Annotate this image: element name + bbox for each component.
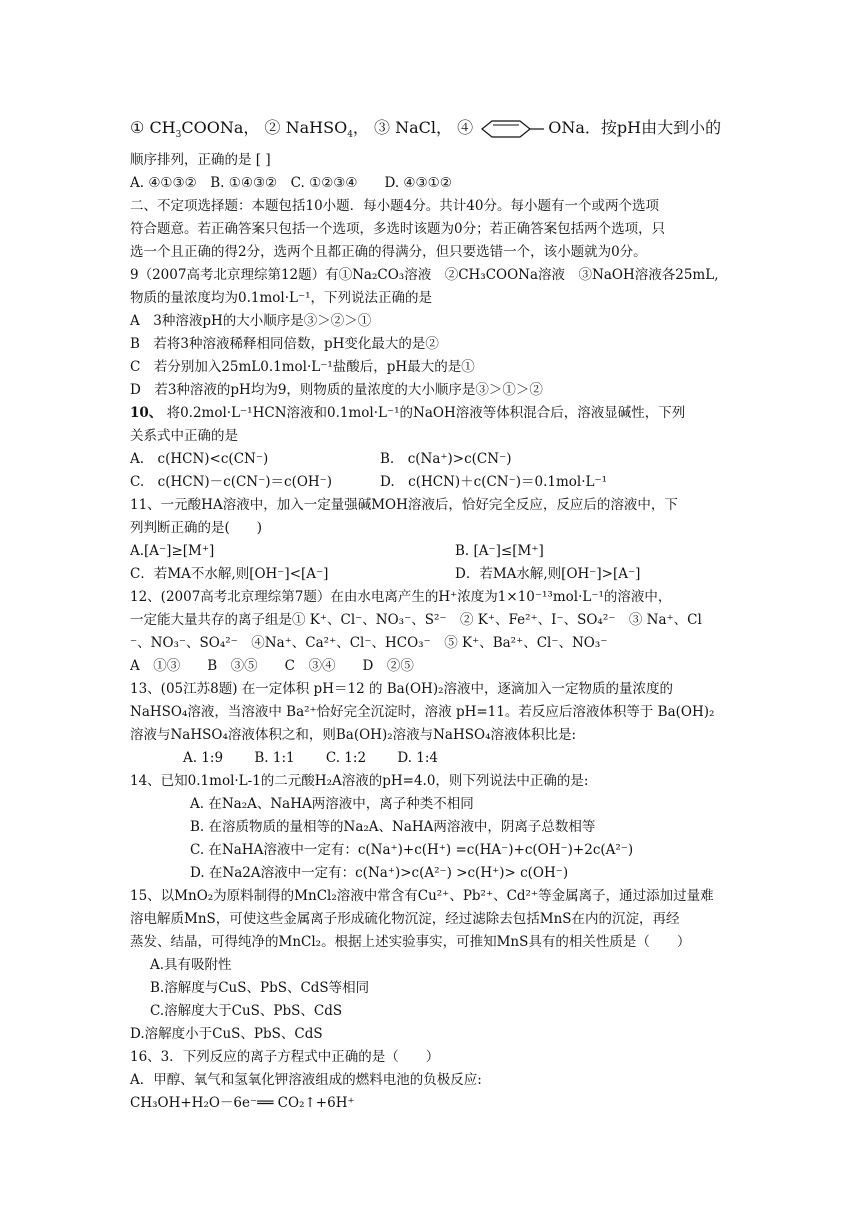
q8-line-1: [130, 118, 721, 145]
q11-option-a: A.[A⁻]≥[M⁺]: [130, 543, 215, 559]
q13-line-3: 溶液与NaHSO₄溶液体积之和，则Ba(OH)₂溶液与NaHSO₄溶液体积比是:: [130, 727, 577, 743]
section2-line-3: 选一个且正确的得2分，选两个且都正确的得满分，但只要选错一个，该小题就为0分。: [130, 244, 647, 260]
q8-text-nahso: NaHSO: [285, 118, 348, 137]
q15-line-2: 溶电解质MnS，可使这些金属离子形成硫化物沉淀，经过滤除去包括MnS在内的沉淀，再经: [130, 911, 680, 927]
q9-line-1: 9（2007高考北京理综第12题）有①Na₂CO₃溶液 ②CH₃COONa溶液 ③NaOH溶液各25mL,: [130, 267, 719, 283]
q8-text-ona: ONa．按pH由大到小的: [548, 118, 722, 137]
q14-option-b: B. 在溶质物质的量相等的Na₂A、NaHA两溶液中，阴离子总数相等: [190, 819, 596, 835]
circled-4: ④: [457, 118, 474, 137]
q16-line-1: 16、3．下列反应的离子方程式中正确的是（ ）: [130, 1049, 440, 1065]
q15-option-b: B.溶解度与CuS、PbS、CdS等相同: [150, 980, 370, 996]
circled-1: ①: [130, 118, 145, 137]
q10-number: 10、: [130, 405, 163, 421]
q13-line-1: 13、(05江苏8题) 在一定体积 pH＝12 的 Ba(OH)₂溶液中，逐滴加入一定物质的量浓度的: [130, 681, 673, 697]
q11-line-1: 11、一元酸HA溶液中，加入一定量强碱MOH溶液后，恰好完全反应，反应后的溶液中，下: [130, 497, 678, 513]
q9-option-d: D 若3种溶液的pH均为9，则物质的量浓度的大小顺序是③＞①＞②: [130, 382, 543, 398]
q15-line-1: 15、以MnO₂为原料制得的MnCl₂溶液中常含有Cu²⁺、Pb²⁺、Cd²⁺等金属离子，通过添加过量难: [130, 888, 714, 904]
q8-sub-3: 3: [175, 130, 182, 141]
q10-stem: 将0.2mol·L⁻¹HCN溶液和0.1mol·L⁻¹的NaOH溶液等体积混合后，溶液显碱性，下列: [162, 405, 686, 421]
q15-option-c: C.溶解度大于CuS、PbS、CdS: [150, 1003, 343, 1019]
q14-option-c: C. 在NaHA溶液中一定有：c(Na⁺)+c(H⁺) =c(HA⁻)+c(OH⁻)+2c(A²⁻): [190, 842, 634, 858]
q8-text-nacl: NaCl，: [395, 118, 453, 137]
q8-options: A. ④①③② B. ①④③② C. ①②③④ D. ④③①②: [130, 175, 452, 191]
q8-text-ch: CH: [149, 118, 176, 137]
circled-2: ②: [264, 118, 281, 137]
section2-line-1: 二、不定项选择题：本题包括10小题．每小题4分。共计40分。每小题有一个或两个选项: [130, 198, 659, 214]
section2-line-2: 符合题意。若正确答案只包括一个选项，多选时该题为0分；若正确答案包括两个选项，只: [130, 221, 666, 237]
q10-option-d: D. c(HCN)＋c(CN⁻)＝0.1mol·L⁻¹: [380, 474, 608, 490]
q10-line-2: 关系式中正确的是: [130, 428, 238, 444]
q14-option-d: D. 在Na2A溶液中一定有：c(Na⁺)>c(A²⁻) >c(H⁺)> c(OH⁻): [190, 865, 569, 881]
q15-option-a: A.具有吸附性: [150, 957, 232, 973]
q9-option-c: C 若分别加入25mL0.1mol·L⁻¹盐酸后，pH最大的是①: [130, 359, 475, 375]
q8-sub-4: 4: [347, 130, 353, 141]
q16-option-a: A．甲醇、氧气和氢氧化钾溶液组成的燃料电池的负极反应:: [130, 1072, 482, 1088]
q8-text-comma: ，: [352, 118, 369, 137]
q9-option-b: B 若将3种溶液稀释相同倍数，pH变化最大的是②: [130, 336, 439, 352]
q16-equation: CH₃OH+H₂O－6e⁻══ CO₂↑+6H⁺: [130, 1095, 355, 1111]
q11-option-c: C．若MA不水解,则[OH⁻]<[A⁻]: [130, 566, 329, 582]
q12-line-1: 12、(2007高考北京理综第7题）在由水电离产生的H⁺浓度为1×10⁻¹³mol·L⁻¹的溶液中，: [130, 589, 672, 605]
q14-line-1: 14、已知0.1mol·L-1的二元酸H₂A溶液的pH=4.0，则下列说法中正确的是:: [130, 773, 589, 789]
circled-3: ③: [374, 118, 391, 137]
q9-line-2: 物质的量浓度均为0.1mol·L⁻¹，下列说法正确的是: [130, 290, 433, 306]
q11-option-d: D．若MA水解,则[OH⁻]>[A⁻]: [455, 566, 641, 582]
q13-line-2: NaHSO₄溶液，当溶液中 Ba²⁺恰好完全沉淀时，溶液 pH=11。若反应后溶液体积等于 Ba(OH)₂: [130, 704, 715, 720]
benzene-ring-icon: [480, 119, 546, 139]
q12-options: A ①③ B ③⑤ C ③④ D ②⑤: [130, 658, 414, 674]
q10-option-b: B. c(Na⁺)>c(CN⁻): [380, 451, 512, 467]
q9-option-a: A 3种溶液pH的大小顺序是③＞②＞①: [130, 313, 372, 329]
q12-line-3: ⁻、NO₃⁻、SO₄²⁻ ④Na⁺、Ca²⁺、Cl⁻、HCO₃⁻ ⑤ K⁺、Ba²⁺、Cl⁻、NO₃⁻: [130, 635, 608, 651]
q13-options: A. 1:9 B. 1:1 C. 1:2 D. 1:4: [183, 750, 438, 766]
q8-text-coona: COONa，: [181, 118, 260, 137]
q10-option-a: A. c(HCN)<c(CN⁻): [130, 451, 269, 467]
q15-option-d: D.溶解度小于CuS、PbS、CdS: [130, 1026, 323, 1042]
q15-line-3: 蒸发、结晶，可得纯净的MnCl₂。根据上述实验事实，可推知MnS具有的相关性质是（ ）: [130, 934, 691, 950]
q11-line-2: 列判断正确的是( ): [130, 520, 263, 536]
q10-option-c: C. c(HCN)－c(CN⁻)＝c(OH⁻): [130, 474, 333, 490]
q8-line-2: 顺序排列，正确的是 [ ]: [130, 152, 271, 168]
q10-line-1: [130, 403, 685, 423]
q11-option-b: B. [A⁻]≤[M⁺]: [455, 543, 544, 559]
q12-line-2: 一定能大量共存的离子组是① K⁺、Cl⁻、NO₃⁻、S²⁻ ② K⁺、Fe²⁺、I⁻、SO₄²⁻ ③ Na⁺、Cl: [130, 612, 702, 628]
q14-option-a: A. 在Na₂A、NaHA两溶液中，离子种类不相同: [190, 796, 474, 812]
